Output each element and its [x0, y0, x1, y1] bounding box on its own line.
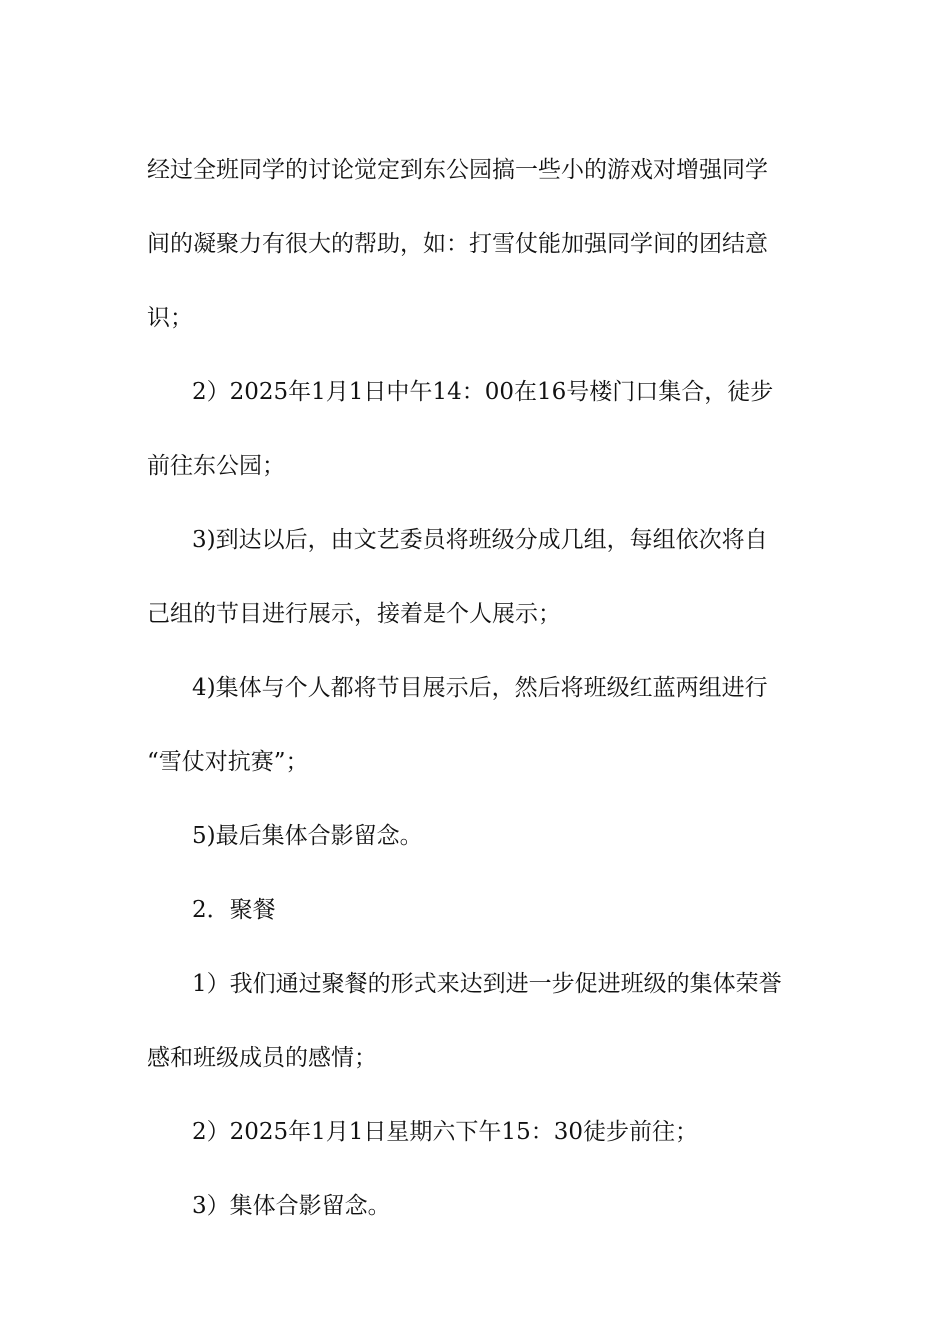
list-item-line: 5)最后集体合影留念。: [192, 823, 423, 849]
paragraph-line: 间的凝聚力有很大的帮助，如：打雪仗能加强同学间的团结意: [147, 231, 768, 257]
list-item-line: 3）集体合影留念。: [192, 1193, 391, 1219]
list-item-line: 2）2025年1月1日中午14：00在16号楼门口集合，徒步: [192, 379, 774, 405]
list-item-continuation: 感和班级成员的感情；: [147, 1045, 377, 1071]
document-body: [147, 133, 807, 1243]
paragraph-line: 经过全班同学的讨论觉定到东公园搞一些小的游戏对增强同学: [147, 157, 768, 183]
list-item-continuation: “雪仗对抗赛”；: [147, 749, 309, 775]
list-item-line: 3)到达以后，由文艺委员将班级分成几组，每组依次将自: [192, 527, 768, 553]
section-heading: 2．聚餐: [192, 897, 276, 923]
list-item-continuation: 己组的节目进行展示，接着是个人展示；: [147, 601, 561, 627]
list-item-continuation: 前往东公园；: [147, 453, 285, 479]
list-item-line: 1）我们通过聚餐的形式来达到进一步促进班级的集体荣誉: [192, 971, 782, 997]
paragraph-line: 识；: [147, 305, 193, 331]
list-item-line: 4)集体与个人都将节目展示后，然后将班级红蓝两组进行: [192, 675, 768, 701]
list-item-line: 2）2025年1月1日星期六下午15：30徒步前往；: [192, 1119, 698, 1145]
